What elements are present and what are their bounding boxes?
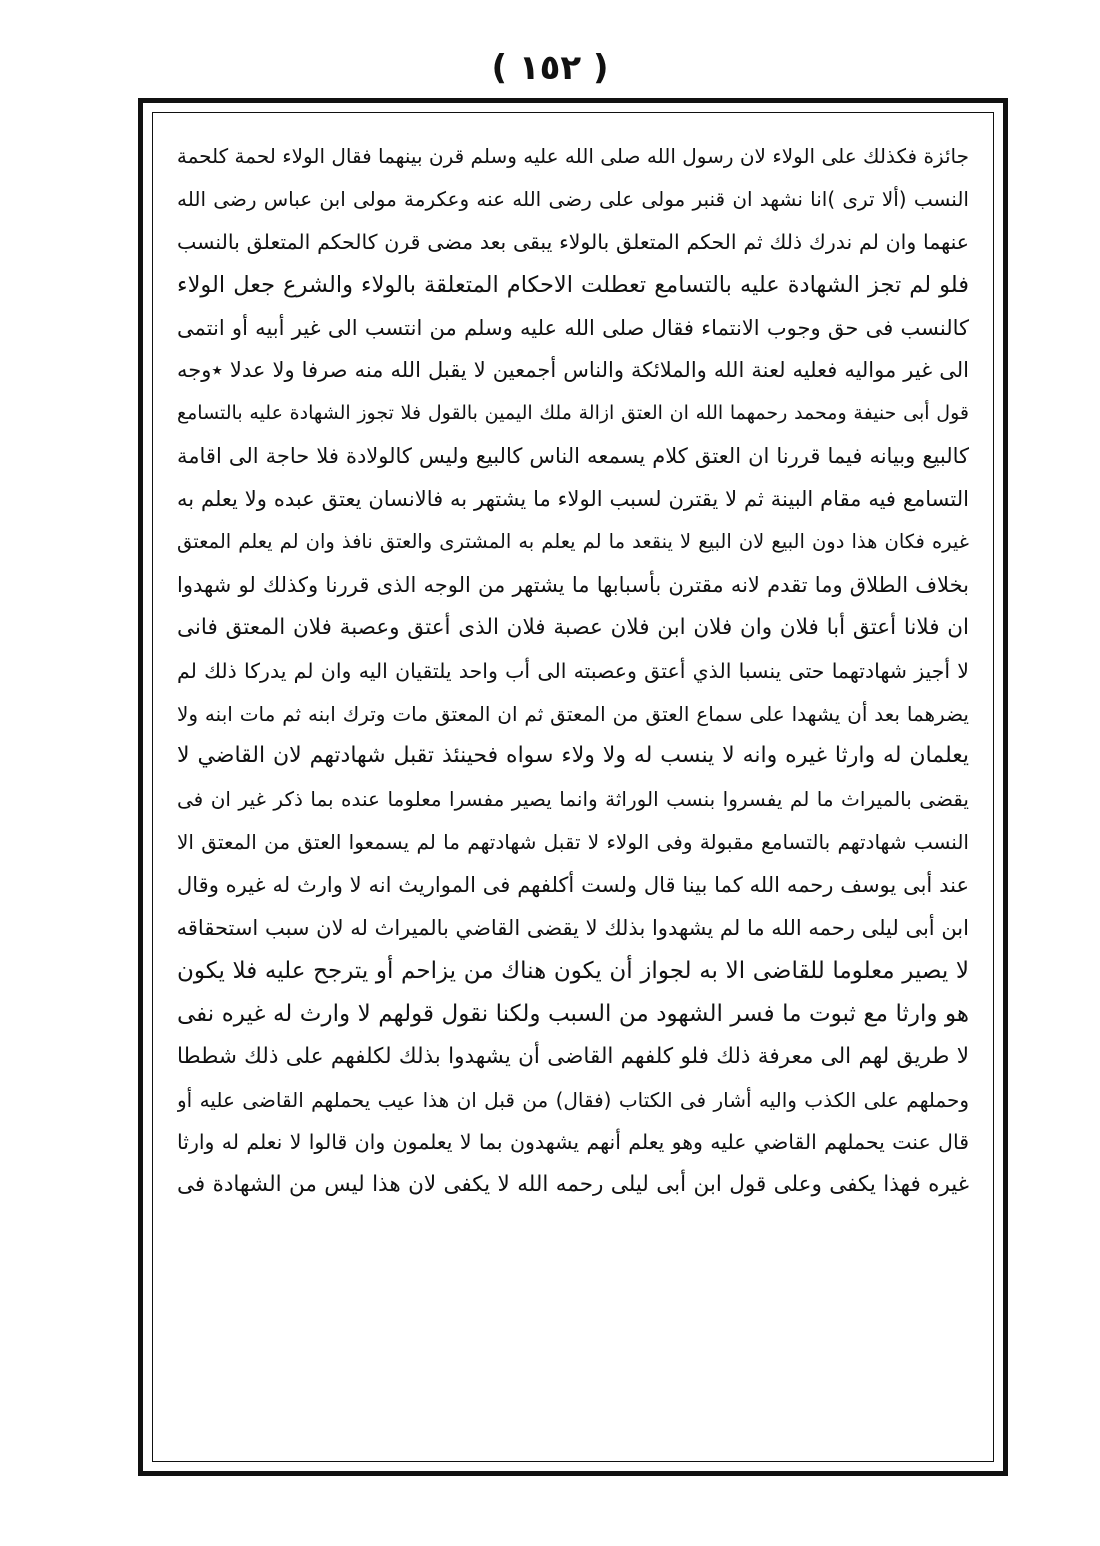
text-line: لا طريق لهم الى معرفة ذلك فلو كلفهم القاضى أن يشهدوا بذلك لكلفهم على ذلك شططا	[177, 1043, 969, 1069]
text-line: قول أبى حنيفة ومحمد رحمهما الله ان العتق ازالة ملك اليمين بالقول فلا تجوز الشهادة عليه بالتسامع	[177, 402, 969, 425]
text-line: التسامع فيه مقام البينة ثم لا يقترن لسبب الولاء ما يشتهر به فالانسان يعتق عبده ولا يعلم به	[177, 487, 969, 512]
text-line: غيره فكان هذا دون البيع لان البيع لا ينقعد ما لم يعلم به المشترى والعتق نافذ وان لم يعلم المعتق	[177, 530, 969, 554]
text-line: ابن أبى ليلى رحمه الله ما لم يشهدوا بذلك لا يقضى القاضي بالميراث له لان سبب استحقاقه	[177, 916, 969, 941]
text-line: هو وارثا مع ثبوت ما فسر الشهود من السبب ولكنا نقول قولهم لا وارث له غيره نفى	[177, 1000, 969, 1027]
text-line: لا يصير معلوما للقاضى الا به لجواز أن يكون هناك من يزاحم أو يترجح عليه فلا يكون	[177, 957, 969, 984]
page-number	[0, 48, 1100, 88]
text-line: بخلاف الطلاق وما تقدم لانه مقترن بأسبابها ما يشتهر من الوجه الذى قررنا وكذلك لو شهدوا	[177, 572, 969, 597]
text-line: جائزة فكذلك على الولاء لان رسول الله صلى الله عليه وسلم قرن بينهما فقال الولاء لحمة كلحمة	[177, 144, 969, 168]
text-line: يقضى بالميراث ما لم يفسروا بنسب الوراثة وانما يصير مفسرا معلوما عنده بما ذكر غير ان فى	[177, 787, 969, 812]
text-line: يضرهما بعد أن يشهدا على سماع العتق من المعتق ثم ان المعتق مات وترك ابنه ثم مات ابنه ولا	[177, 701, 969, 726]
text-line: الى غير مواليه فعليه لعنة الله والملائكة والناس أجمعين لا يقبل الله منه صرفا ولا عدلا ٭وجه	[177, 358, 969, 383]
main-text-block	[177, 135, 969, 1207]
text-line: غيره فهذا يكفى وعلى قول ابن أبى ليلى رحمه الله لا يكفى لان هذا ليس من الشهادة فى	[177, 1172, 969, 1198]
text-line: النسب (ألا ترى )انا نشهد ان قنبر مولى على رضى الله عنه وعكرمة مولى ابن عباس رضى الله	[177, 186, 969, 211]
text-line: كالنسب فى حق وجوب الانتماء فقال صلى الله عليه وسلم من انتسب الى غير أبيه أو انتمى	[177, 315, 969, 340]
page-frame-outer	[138, 98, 1008, 1476]
text-line: لا أجيز شهادتهما حتى ينسبا الذي أعتق وعصبته الى أب واحد يلتقيان اليه وان لم يدركا ذلك لم	[177, 658, 969, 683]
page-number-open-paren: (	[491, 48, 508, 88]
page-frame-inner	[152, 112, 994, 1462]
text-line: وحملهم على الكذب واليه أشار فى الكتاب (فقال) من قبل ان هذا عيب يحملهم القاضى عليه أو	[177, 1087, 969, 1112]
text-line: كالبيع وبيانه فيما قررنا ان العتق كلام يسمعه الناس كالبيع وليس كالولادة فلا حاجة الى اقامة	[177, 444, 969, 469]
text-line: عنهما وان لم ندرك ذلك ثم الحكم المتعلق بالولاء يبقى بعد مضى قرن كالحكم المتعلق بالنسب	[177, 229, 969, 254]
text-line: عند أبى يوسف رحمه الله كما بينا قال ولست أكلفهم فى المواريث انه لا وارث له غيره وقال	[177, 873, 969, 898]
text-line: النسب شهادتهم بالتسامع مقبولة وفى الولاء لا تقبل شهادتهم ما لم يسمعوا العتق من المعتق الا	[177, 830, 969, 855]
page-number-value: ١٥٢	[518, 48, 582, 88]
text-line: ان فلانا أعتق أبا فلان وان فلان ابن فلان عصبة فلان الذى أعتق وعصبة فلان المعتق فانى	[177, 614, 969, 640]
text-line: قال عنت يحملهم القاضي عليه وهو يعلم أنهم يشهدون بما لا يعلمون وان قالوا لا نعلم له وارثا	[177, 1130, 969, 1155]
page-number-close-paren: )	[592, 48, 609, 88]
text-line: فلو لم تجز الشهادة عليه بالتسامع تعطلت الاحكام المتعلقة بالولاء والشرع جعل الولاء	[177, 271, 969, 298]
text-line: يعلمان له وارثا غيره وانه لا ينسب له ولا ولاء سواه فحينئذ تقبل شهادتهم لان القاضي لا	[177, 743, 969, 769]
